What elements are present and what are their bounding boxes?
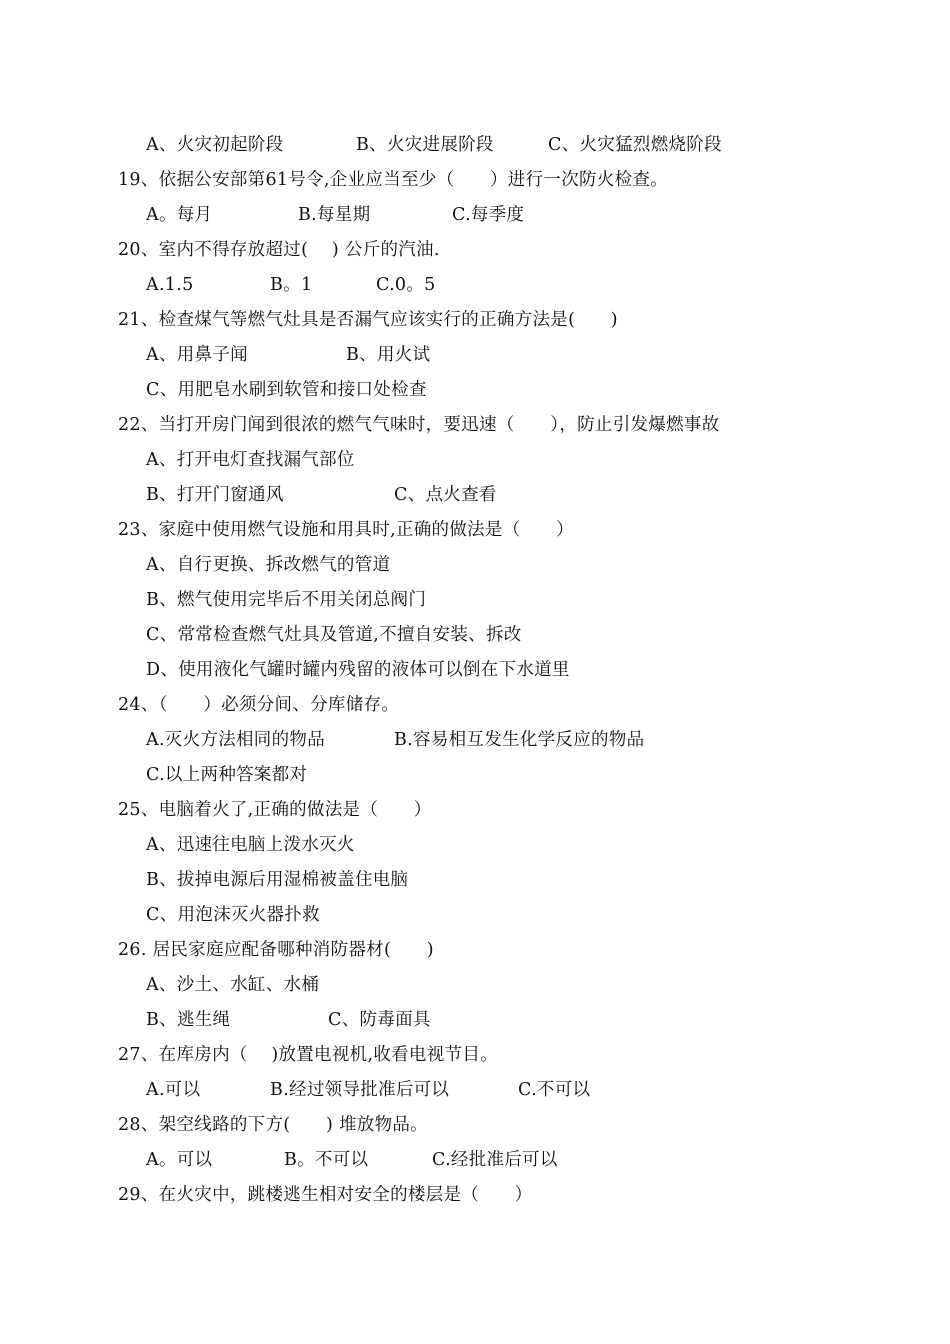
option-b: B、用火试: [346, 345, 431, 365]
question-27: 27、在库房内（ )放置电视机,收看电视节目。: [118, 1045, 498, 1065]
option-a: A。每月: [146, 205, 213, 225]
question-20: 20、室内不得存放超过( ) 公斤的汽油.: [118, 240, 440, 260]
option-c: C、用泡沫灭火器扑救: [146, 905, 320, 925]
option-b: B、打开门窗通风: [146, 485, 284, 505]
option-c: C.不可以: [518, 1080, 591, 1100]
option-c: C.0。5: [376, 275, 436, 295]
question-23: 23、家庭中使用燃气设施和用具时,正确的做法是（ ）: [118, 520, 574, 540]
question-28: 28、架空线路的下方( ) 堆放物品。: [118, 1115, 428, 1135]
option-c: C、火灾猛烈燃烧阶段: [548, 135, 722, 155]
option-b: B、火灾进展阶段: [356, 135, 494, 155]
option-b: B。不可以: [284, 1150, 369, 1170]
question-24: 24、（ ）必须分间、分库储存。: [118, 695, 400, 715]
option-b: B、逃生绳: [146, 1010, 231, 1030]
option-a: A.1.5: [146, 275, 194, 295]
option-c: C.以上两种答案都对: [146, 765, 308, 785]
option-a: A.可以: [146, 1080, 201, 1100]
option-a: A、沙土、水缸、水桶: [146, 975, 320, 995]
option-a: A。可以: [146, 1150, 213, 1170]
question-29: 29、在火灾中，跳楼逃生相对安全的楼层是（ ）: [118, 1185, 533, 1205]
option-c: C、防毒面具: [328, 1010, 431, 1030]
question-22: 22、当打开房门闻到很浓的燃气气味时，要迅速（ ），防止引发爆燃事故: [118, 415, 720, 435]
option-d: D、使用液化气罐时罐内残留的液体可以倒在下水道里: [146, 660, 570, 680]
option-a: A、火灾初起阶段: [146, 135, 284, 155]
option-b: B.每星期: [298, 205, 371, 225]
option-c: C.经批准后可以: [432, 1150, 558, 1170]
option-c: C、用肥皂水刷到软管和接口处检查: [146, 380, 427, 400]
question-26: 26. 居民家庭应配备哪种消防器材( ): [118, 940, 434, 960]
question-19: 19、依据公安部第61号令,企业应当至少（ ）进行一次防火检查。: [118, 170, 668, 190]
option-c: C.每季度: [452, 205, 525, 225]
option-b: B.经过领导批准后可以: [270, 1080, 450, 1100]
option-a: A、自行更换、拆改燃气的管道: [146, 555, 391, 575]
option-c: C、常常检查燃气灶具及管道,不擅自安装、拆改: [146, 625, 522, 645]
question-25: 25、电脑着火了,正确的做法是（ ）: [118, 800, 432, 820]
option-b: B、拔掉电源后用湿棉被盖住电脑: [146, 870, 409, 890]
option-a: A.灭火方法相同的物品: [146, 730, 325, 750]
option-b: B.容易相互发生化学反应的物品: [394, 730, 645, 750]
option-a: A、打开电灯查找漏气部位: [146, 450, 355, 470]
option-a: A、迅速往电脑上泼水灭火: [146, 835, 355, 855]
option-a: A、用鼻子闻: [146, 345, 248, 365]
option-b: B、燃气使用完毕后不用关闭总阀门: [146, 590, 427, 610]
question-21: 21、检查煤气等燃气灶具是否漏气应该实行的正确方法是( ): [118, 310, 618, 330]
option-b: B。1: [270, 275, 313, 295]
option-c: C、点火查看: [394, 485, 497, 505]
